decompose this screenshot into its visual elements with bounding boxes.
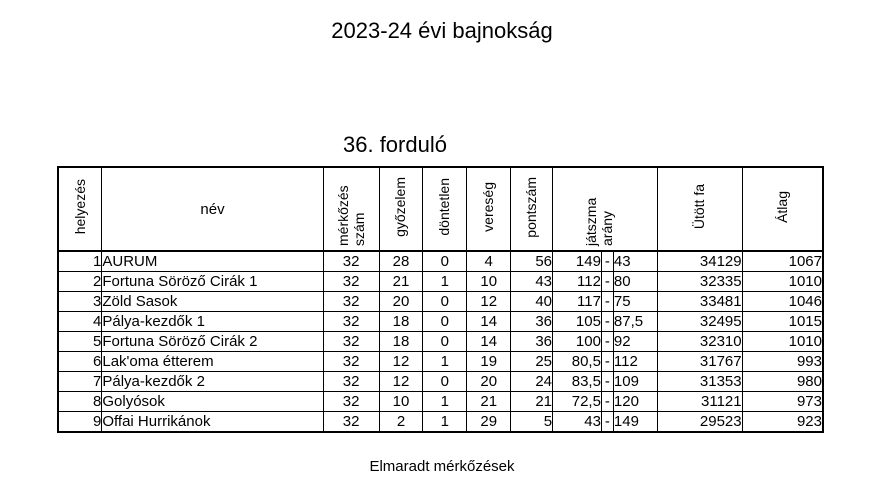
losses-cell: 4 bbox=[467, 251, 511, 272]
header-matches: mérkőzés szám bbox=[323, 167, 379, 251]
header-points: pontszám bbox=[511, 167, 553, 251]
ratio-b-cell: 87,5 bbox=[613, 312, 657, 332]
page-title: 2023-24 évi bajnokság bbox=[331, 18, 553, 43]
points-cell: 36 bbox=[511, 332, 553, 352]
name-cell: Fortuna Söröző Cirák 2 bbox=[102, 332, 323, 352]
matches-cell: 32 bbox=[323, 272, 379, 292]
points-cell: 25 bbox=[511, 352, 553, 372]
footer-note: Elmaradt mérkőzések bbox=[369, 458, 515, 475]
ratio-sep-cell: - bbox=[601, 272, 613, 292]
header-ratio: játszma arány bbox=[553, 167, 658, 251]
name-cell: Pálya-kezdők 1 bbox=[102, 312, 323, 332]
avg-cell: 1015 bbox=[742, 312, 823, 332]
ratio-a-cell: 72,5 bbox=[553, 392, 602, 412]
pins-cell: 31121 bbox=[657, 392, 742, 412]
draws-cell: 1 bbox=[423, 352, 467, 372]
draws-cell: 1 bbox=[423, 392, 467, 412]
draws-cell: 0 bbox=[423, 312, 467, 332]
draws-cell: 0 bbox=[423, 251, 467, 272]
rank-cell: 2 bbox=[58, 272, 102, 292]
ratio-b-cell: 112 bbox=[613, 352, 657, 372]
matches-cell: 32 bbox=[323, 412, 379, 433]
ratio-sep-cell: - bbox=[601, 392, 613, 412]
table-row bbox=[58, 292, 823, 312]
header-avg: Átlag bbox=[742, 167, 823, 251]
draws-cell: 0 bbox=[423, 332, 467, 352]
pins-cell: 34129 bbox=[657, 251, 742, 272]
losses-cell: 10 bbox=[467, 272, 511, 292]
matches-cell: 32 bbox=[323, 372, 379, 392]
matches-cell: 32 bbox=[323, 392, 379, 412]
ratio-a-cell: 105 bbox=[553, 312, 602, 332]
avg-cell: 973 bbox=[742, 392, 823, 412]
name-cell: Fortuna Söröző Cirák 1 bbox=[102, 272, 323, 292]
points-cell: 36 bbox=[511, 312, 553, 332]
losses-cell: 29 bbox=[467, 412, 511, 433]
pins-cell: 31767 bbox=[657, 352, 742, 372]
table-row bbox=[58, 272, 823, 292]
name-cell: Zöld Sasok bbox=[102, 292, 323, 312]
ratio-b-cell: 80 bbox=[613, 272, 657, 292]
wins-cell: 21 bbox=[379, 272, 423, 292]
table-row bbox=[58, 312, 823, 332]
round-label: 36. forduló bbox=[343, 132, 447, 157]
ratio-sep-cell: - bbox=[601, 372, 613, 392]
pins-cell: 32335 bbox=[657, 272, 742, 292]
name-cell: Offai Hurrikánok bbox=[102, 412, 323, 433]
points-cell: 24 bbox=[511, 372, 553, 392]
rank-cell: 5 bbox=[58, 332, 102, 352]
table-row bbox=[58, 332, 823, 352]
wins-cell: 20 bbox=[379, 292, 423, 312]
wins-cell: 12 bbox=[379, 352, 423, 372]
ratio-sep-cell: - bbox=[601, 292, 613, 312]
name-cell: Pálya-kezdők 2 bbox=[102, 372, 323, 392]
rank-cell: 7 bbox=[58, 372, 102, 392]
avg-cell: 1010 bbox=[742, 332, 823, 352]
ratio-b-cell: 92 bbox=[613, 332, 657, 352]
losses-cell: 12 bbox=[467, 292, 511, 312]
header-row bbox=[58, 167, 823, 251]
matches-cell: 32 bbox=[323, 312, 379, 332]
name-cell: Golyósok bbox=[102, 392, 323, 412]
losses-cell: 14 bbox=[467, 312, 511, 332]
ratio-a-cell: 112 bbox=[553, 272, 602, 292]
ratio-sep-cell: - bbox=[601, 312, 613, 332]
ratio-b-cell: 120 bbox=[613, 392, 657, 412]
header-name: név bbox=[102, 167, 323, 251]
losses-cell: 14 bbox=[467, 332, 511, 352]
points-cell: 21 bbox=[511, 392, 553, 412]
ratio-sep-cell: - bbox=[601, 332, 613, 352]
rank-cell: 1 bbox=[58, 251, 102, 272]
avg-cell: 1046 bbox=[742, 292, 823, 312]
points-cell: 40 bbox=[511, 292, 553, 312]
rank-cell: 6 bbox=[58, 352, 102, 372]
avg-cell: 923 bbox=[742, 412, 823, 433]
pins-cell: 32310 bbox=[657, 332, 742, 352]
table-row bbox=[58, 251, 823, 272]
losses-cell: 20 bbox=[467, 372, 511, 392]
ratio-a-cell: 83,5 bbox=[553, 372, 602, 392]
losses-cell: 19 bbox=[467, 352, 511, 372]
header-rank: helyezés bbox=[58, 167, 102, 251]
wins-cell: 10 bbox=[379, 392, 423, 412]
header-losses: vereség bbox=[467, 167, 511, 251]
ratio-b-cell: 43 bbox=[613, 251, 657, 272]
wins-cell: 18 bbox=[379, 332, 423, 352]
matches-cell: 32 bbox=[323, 292, 379, 312]
rank-cell: 8 bbox=[58, 392, 102, 412]
ratio-a-cell: 80,5 bbox=[553, 352, 602, 372]
matches-cell: 32 bbox=[323, 251, 379, 272]
ratio-b-cell: 75 bbox=[613, 292, 657, 312]
pins-cell: 32495 bbox=[657, 312, 742, 332]
header-pins: Ütött fa bbox=[657, 167, 742, 251]
rank-cell: 3 bbox=[58, 292, 102, 312]
avg-cell: 980 bbox=[742, 372, 823, 392]
points-cell: 56 bbox=[511, 251, 553, 272]
points-cell: 5 bbox=[511, 412, 553, 433]
avg-cell: 1067 bbox=[742, 251, 823, 272]
ratio-a-cell: 100 bbox=[553, 332, 602, 352]
rank-cell: 9 bbox=[58, 412, 102, 433]
header-draws: döntetlen bbox=[423, 167, 467, 251]
draws-cell: 0 bbox=[423, 372, 467, 392]
points-cell: 43 bbox=[511, 272, 553, 292]
pins-cell: 31353 bbox=[657, 372, 742, 392]
avg-cell: 993 bbox=[742, 352, 823, 372]
ratio-a-cell: 117 bbox=[553, 292, 602, 312]
rank-cell: 4 bbox=[58, 312, 102, 332]
table-row bbox=[58, 412, 823, 433]
matches-cell: 32 bbox=[323, 352, 379, 372]
table-row bbox=[58, 372, 823, 392]
name-cell: AURUM bbox=[102, 251, 323, 272]
wins-cell: 28 bbox=[379, 251, 423, 272]
draws-cell: 0 bbox=[423, 292, 467, 312]
ratio-b-cell: 149 bbox=[613, 412, 657, 433]
ratio-a-cell: 149 bbox=[553, 251, 602, 272]
standings-table bbox=[57, 166, 824, 433]
name-cell: Lak'oma étterem bbox=[102, 352, 323, 372]
draws-cell: 1 bbox=[423, 272, 467, 292]
ratio-a-cell: 43 bbox=[553, 412, 602, 433]
wins-cell: 18 bbox=[379, 312, 423, 332]
pins-cell: 29523 bbox=[657, 412, 742, 433]
ratio-sep-cell: - bbox=[601, 251, 613, 272]
wins-cell: 12 bbox=[379, 372, 423, 392]
pins-cell: 33481 bbox=[657, 292, 742, 312]
avg-cell: 1010 bbox=[742, 272, 823, 292]
draws-cell: 1 bbox=[423, 412, 467, 433]
ratio-sep-cell: - bbox=[601, 412, 613, 433]
table-row bbox=[58, 352, 823, 372]
matches-cell: 32 bbox=[323, 332, 379, 352]
ratio-b-cell: 109 bbox=[613, 372, 657, 392]
losses-cell: 21 bbox=[467, 392, 511, 412]
wins-cell: 2 bbox=[379, 412, 423, 433]
ratio-sep-cell: - bbox=[601, 352, 613, 372]
header-wins: győzelem bbox=[379, 167, 423, 251]
table-row bbox=[58, 392, 823, 412]
